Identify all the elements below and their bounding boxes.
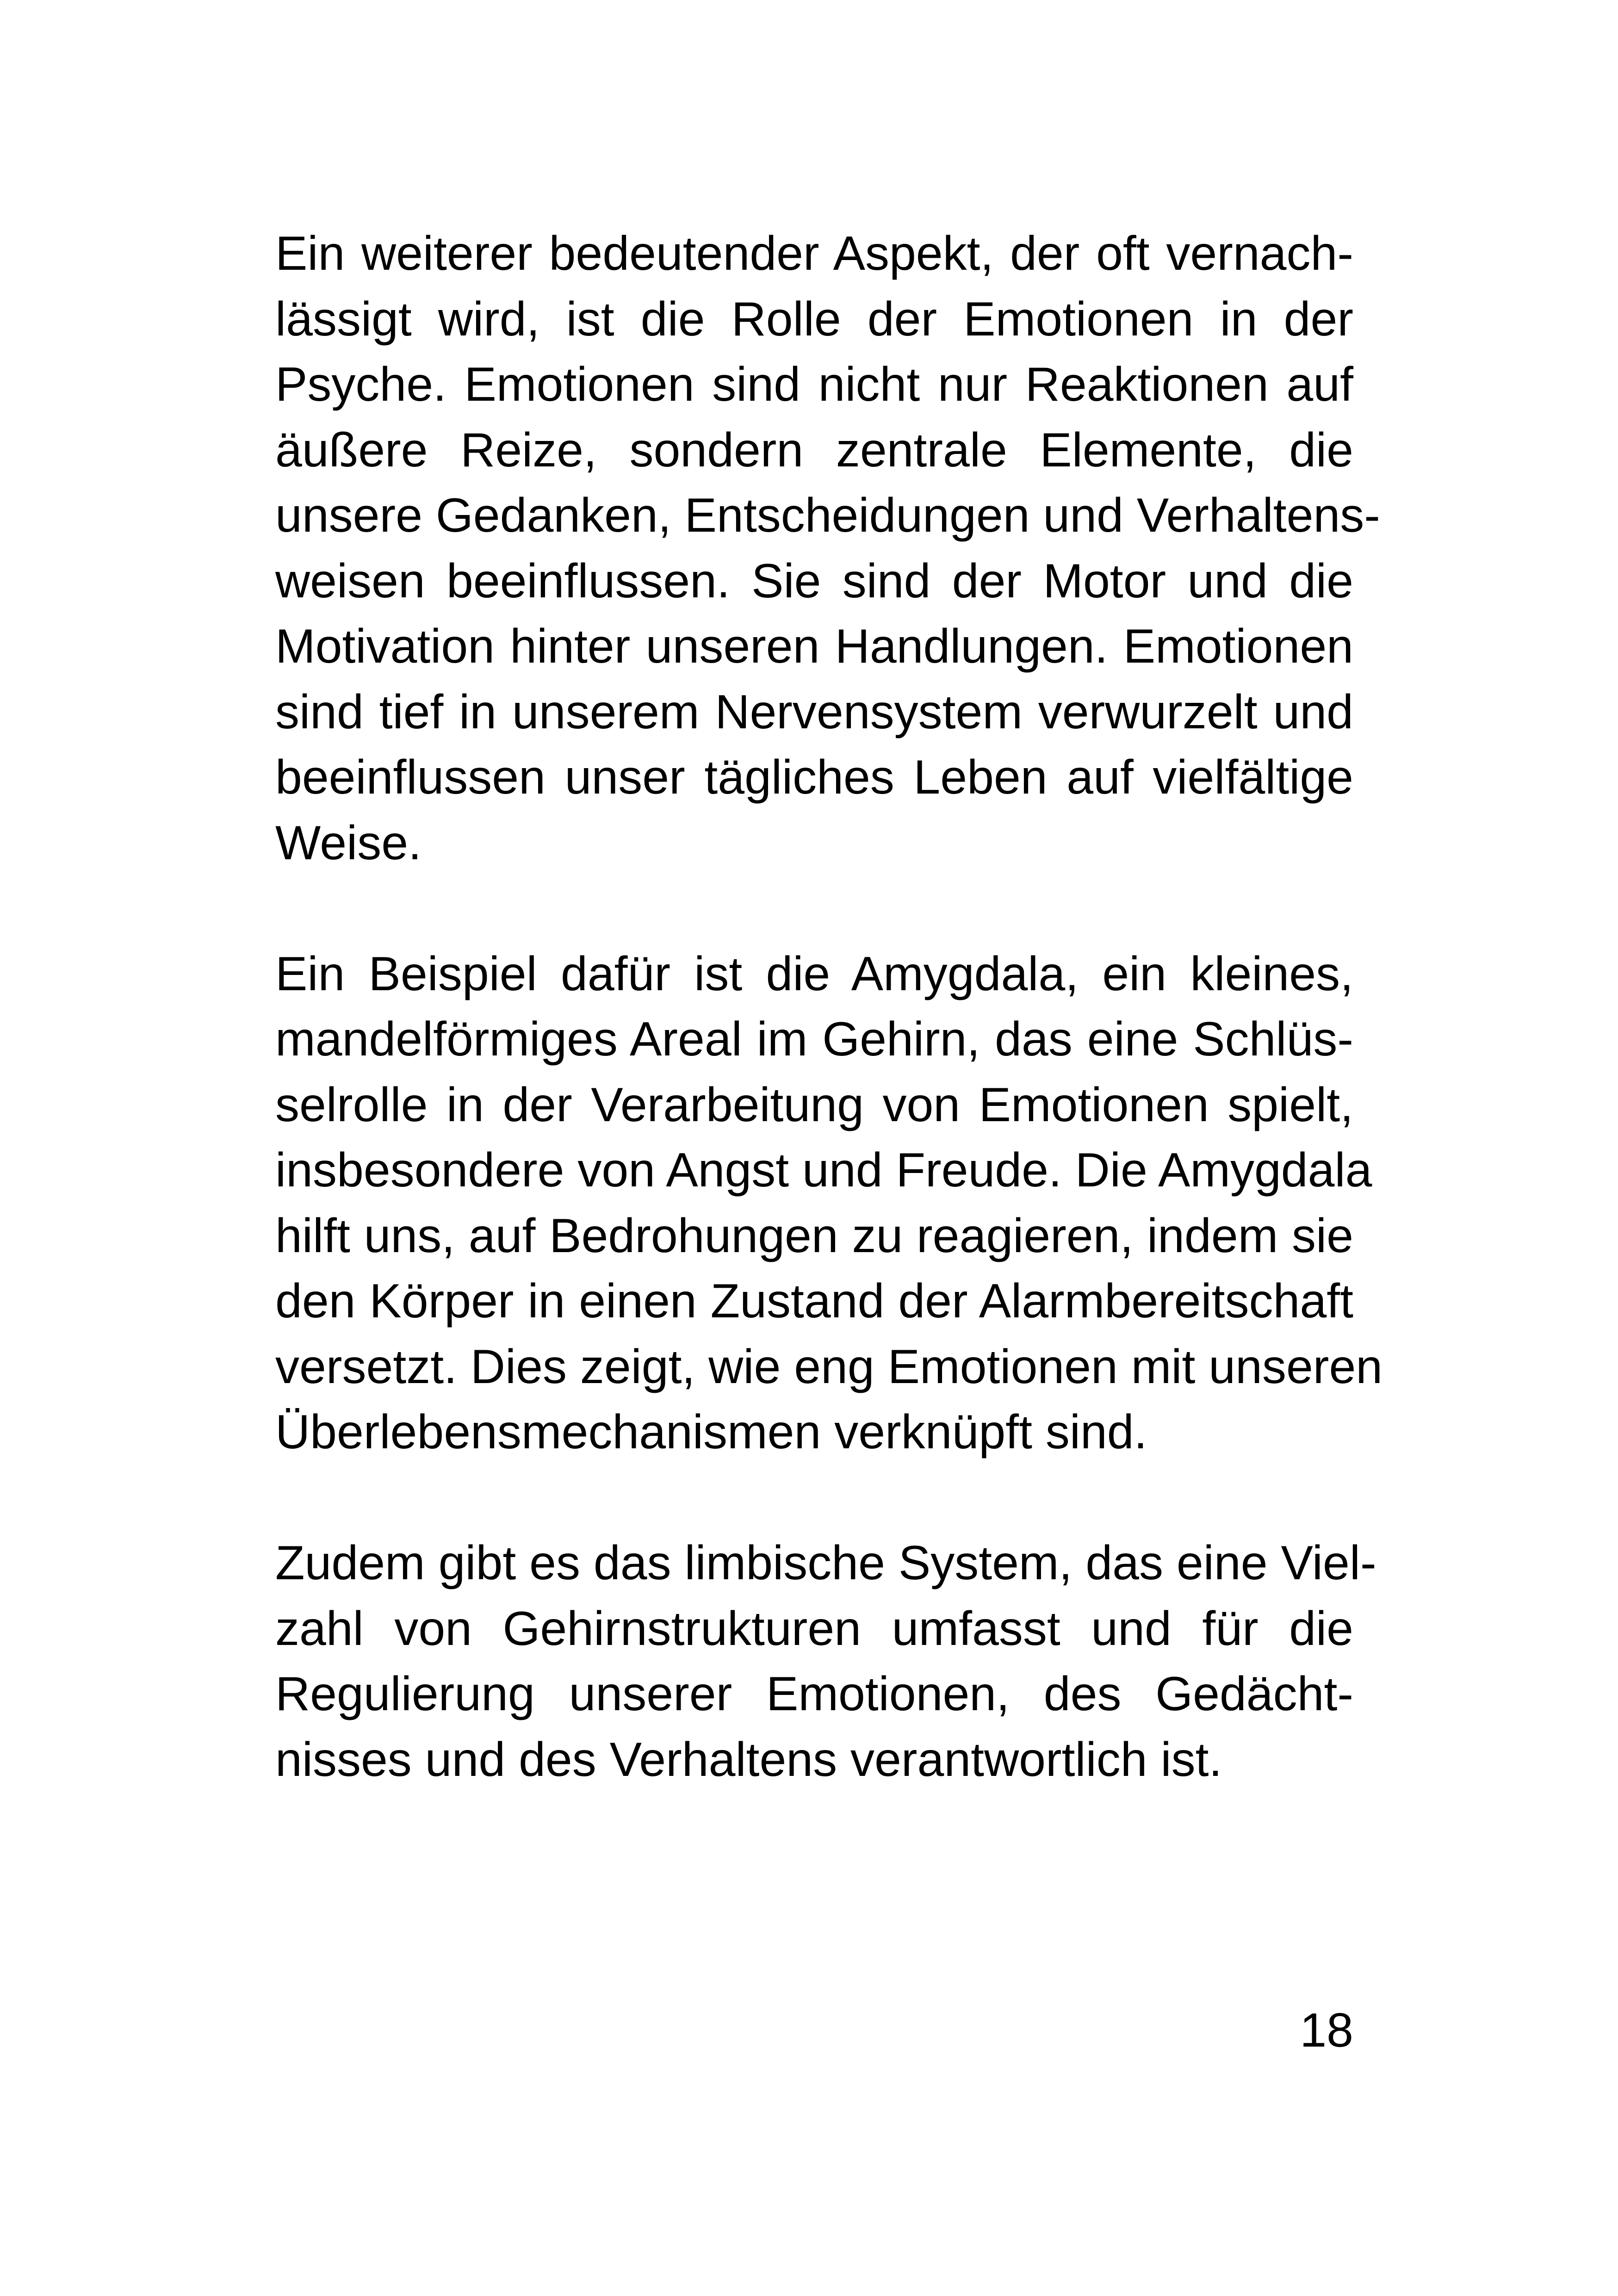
- text-line: unsere Gedanken, Entscheidungen und Verhaltens-: [275, 489, 1380, 542]
- text-line: Überlebensmechanismen verknüpft sind.: [275, 1405, 1147, 1459]
- text-line: Psyche. Emotionen sind nicht nur Reaktionen auf: [275, 358, 1353, 411]
- text-line: versetzt. Dies zeigt, wie eng Emotionen mit unseren: [275, 1340, 1383, 1394]
- text-line: insbesondere von Angst und Freude. Die Amygdala: [275, 1143, 1372, 1197]
- paragraph: [275, 221, 1380, 876]
- text-line: mandelförmiges Areal im Gehirn, das eine Schlüs-: [275, 1012, 1353, 1066]
- text-line: Motivation hinter unseren Handlungen. Emotionen: [275, 620, 1353, 673]
- text-line: hilft uns, auf Bedrohungen zu reagieren, indem sie: [275, 1209, 1353, 1263]
- text-line: Ein Beispiel dafür ist die Amygdala, ein kleines,: [275, 947, 1353, 1001]
- text-line: Weise.: [275, 816, 422, 870]
- paragraph: [275, 1531, 1376, 1793]
- text-line: Regulierung unserer Emotionen, des Gedächt-: [275, 1667, 1353, 1721]
- paragraph-spacer: [275, 876, 1353, 942]
- text-line: sind tief in unserem Nervensystem verwurzelt und: [275, 685, 1353, 739]
- paragraph-spacer: [275, 1465, 1353, 1531]
- text-line: äußere Reize, sondern zentrale Elemente, die: [275, 423, 1353, 477]
- page-number: 18: [1300, 2004, 1353, 2057]
- text-line: zahl von Gehirnstrukturen umfasst und für die: [275, 1601, 1353, 1656]
- text-line: lässigt wird, ist die Rolle der Emotionen in der: [275, 292, 1353, 346]
- text-line: nisses und des Verhaltens verantwortlich ist.: [275, 1732, 1222, 1787]
- text-line: beeinflussen unser tägliches Leben auf vielfältige: [275, 751, 1353, 804]
- paragraph: [275, 942, 1383, 1465]
- text-line: weisen beeinflussen. Sie sind der Motor und die: [275, 554, 1353, 608]
- text-line: Zudem gibt es das limbische System, das eine Viel-: [275, 1536, 1376, 1590]
- text-line: den Körper in einen Zustand der Alarmbereitschaft: [275, 1274, 1353, 1328]
- body-text: [275, 221, 1383, 1793]
- text-line: selrolle in der Verarbeitung von Emotionen spielt,: [275, 1078, 1353, 1132]
- text-line: Ein weiterer bedeutender Aspekt, der oft vernach-: [275, 227, 1353, 280]
